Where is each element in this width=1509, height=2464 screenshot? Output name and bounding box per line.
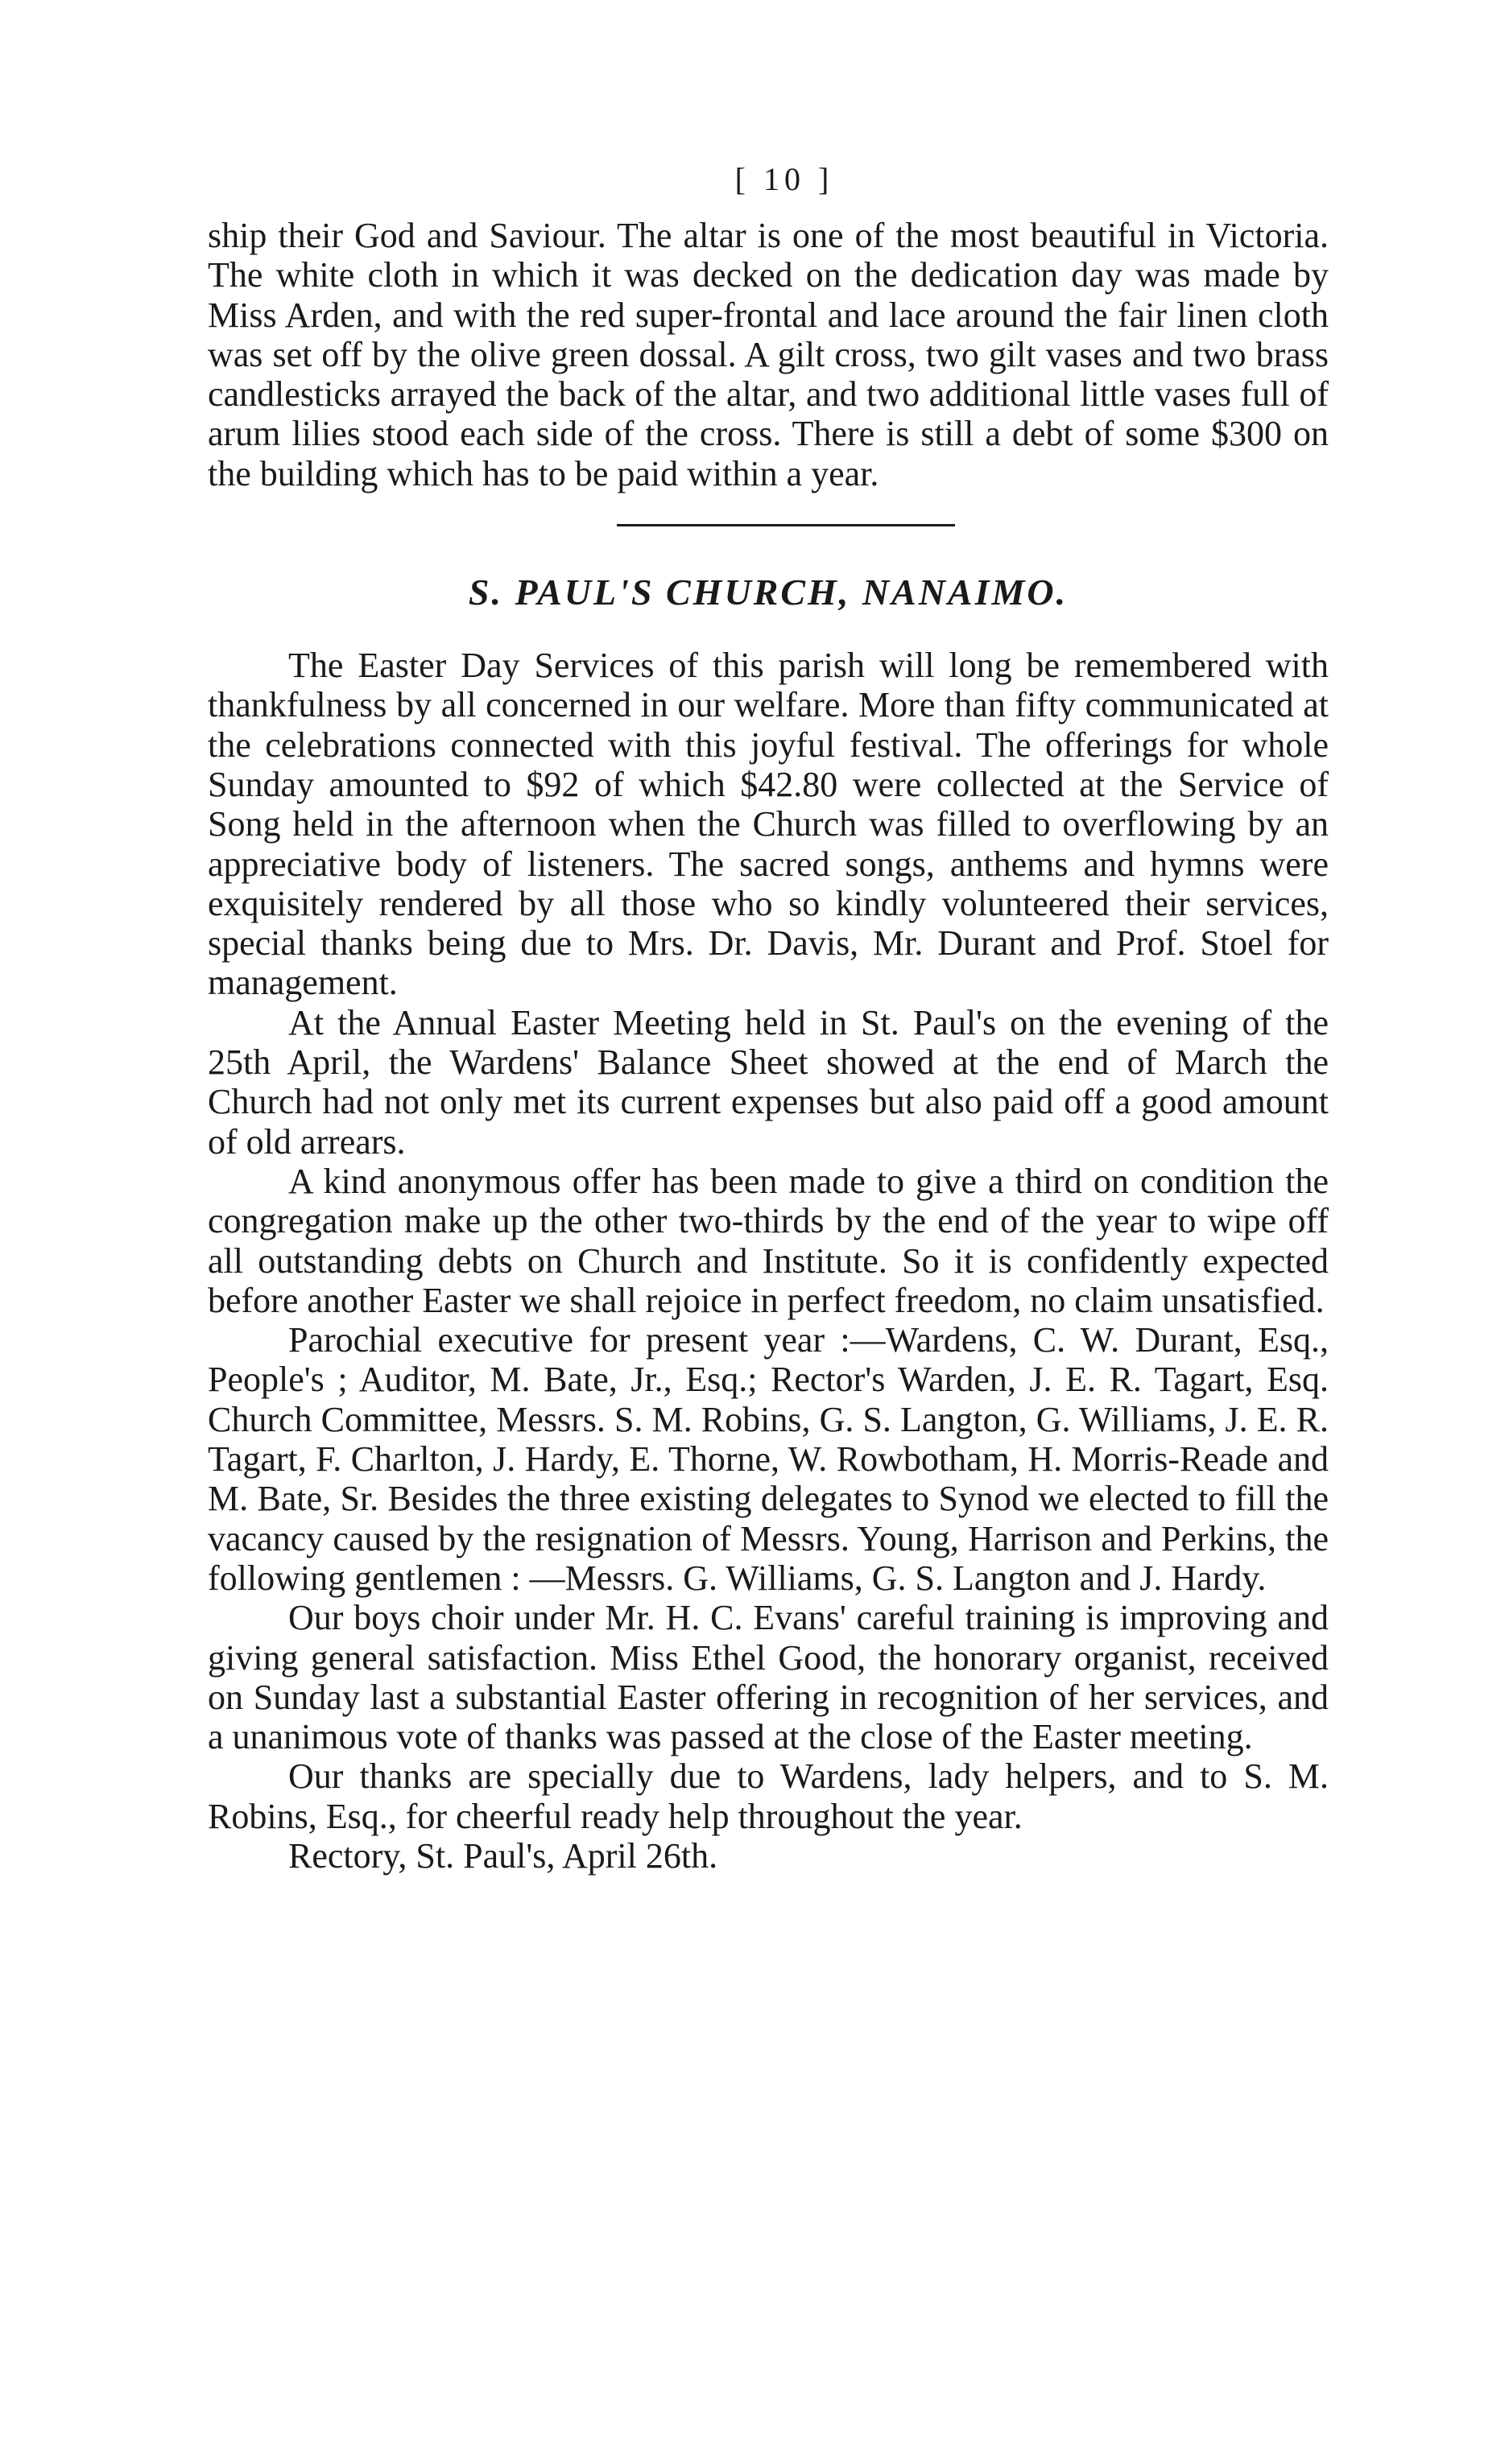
paragraph-annual-meeting: At the Annual Easter Meeting held in St. Paul's on the evening of the 25th April, the Wardens' Balance Sheet showed at the end of March the Church had not only met its current expenses but also paid off a good amount of old arrears.: [208, 1002, 1329, 1162]
paragraph-anonymous-offer: A kind anonymous offer has been made to give a third on condition the congregation make up the other two-thirds by the end of the year to wipe off all outstanding debts on Church and Institute. So it is confidently expected before another Easter we shall rejoice in perfect freedom, no claim unsatisfied.: [208, 1161, 1329, 1320]
paragraph-easter-services: The Easter Day Services of this parish will long be remembered with thankfulness by all concerned in our welfare. More than fifty communicated at the celebrations connected with this joyful festival. The offerings for whole Sunday amounted to $92 of which $42.80 were collected at the Service of Song held in the afternoon when the Church was filled to overflowing by an appreciative body of listeners. The sacred songs, anthems and hymns were exquisitely rendered by all those who so kindly volunteered their services, special thanks being due to Mrs. Dr. Davis, Mr. Durant and Prof. Stoel for management.: [208, 646, 1329, 1003]
section-heading: S. PAUL'S CHURCH, NANAIMO.: [468, 572, 1069, 613]
document-page: [208, 161, 1329, 1876]
paragraph-boys-choir: Our boys choir under Mr. H. C. Evans' careful training is improving and giving general satisfaction. Miss Ethel Good, the honorary organist, received on Sunday last a substantial Easter offering in recognition of her services, and a unanimous vote of thanks was passed at the close of the Easter meeting.: [208, 1598, 1329, 1757]
paragraph-parochial-executive: Parochial executive for present year :—Wardens, C. W. Durant, Esq., People's ; Auditor, M. Bate, Jr., Esq.; Rector's Warden, J. E. R. Tagart, Esq. Church Committee, Messrs. S. M. Robins, G. S. Langton, G. Williams, J. E. R. Tagart, F. Charlton, J. Hardy, E. Thorne, W. Rowbotham, H. Morris-Reade and M. Bate, Sr. Besides the three existing delegates to Synod we elected to fill the vacancy caused by the resignation of Messrs. Young, Harrison and Perkins, the following gentlemen : —Messrs. G. Williams, G. S. Langton and J. Hardy.: [208, 1320, 1329, 1598]
page-number: [ 10 ]: [734, 161, 834, 197]
paragraph-thanks: Our thanks are specially due to Wardens, lady helpers, and to S. M. Robins, Esq., for cheerful ready help throughout the year.: [208, 1756, 1329, 1836]
signature-line: Rectory, St. Paul's, April 26th.: [288, 1835, 718, 1876]
opening-paragraph: ship their God and Saviour. The altar is one of the most beautiful in Victoria. The white cloth in which it was decked on the dedication day was made by Miss Arden, and with the red super-frontal and lace around the fair linen cloth was set off by the olive green dossal. A gilt cross, two gilt vases and two brass candlesticks arrayed the back of the altar, and two additional little vases full of arum lilies stood each side of the cross. There is still a debt of some $300 on the building which has to be paid within a year.: [208, 216, 1329, 493]
section-divider: [617, 524, 955, 526]
